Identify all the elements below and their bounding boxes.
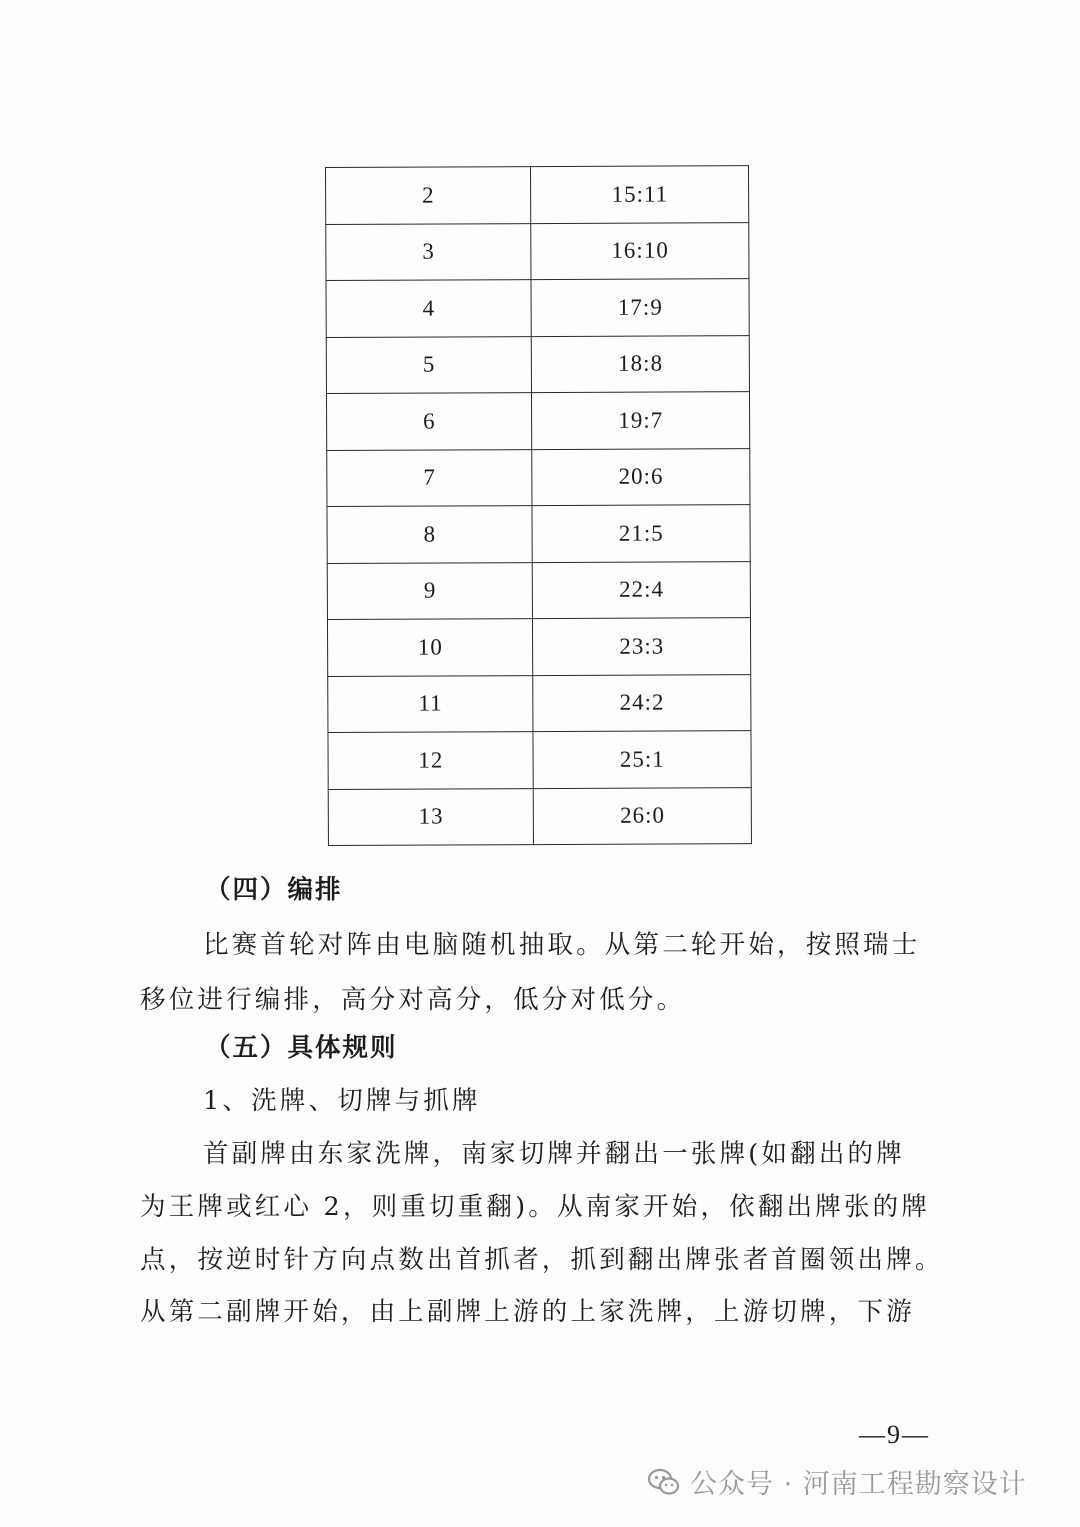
rank-cell: 13 (328, 788, 534, 845)
score-cell: 25:1 (533, 731, 751, 788)
table-row (327, 448, 750, 506)
score-cell: 17:9 (531, 279, 749, 336)
score-cell: 24:2 (533, 674, 751, 731)
rank-cell: 10 (327, 619, 533, 676)
rank-cell: 6 (326, 393, 532, 450)
score-cell: 20:6 (532, 448, 750, 505)
rank-cell: 3 (326, 223, 532, 280)
section5-line-3: 点，按逆时针方向点数出首抓者，抓到翻出牌张者首圈领出牌。 (140, 1245, 944, 1275)
score-cell: 26:0 (534, 787, 752, 844)
section4-heading: （四）编排 (205, 875, 343, 905)
table-row (328, 731, 751, 789)
section5-subheading: 1、洗牌、切牌与抓牌 (203, 1086, 481, 1116)
section5-heading: （五）具体规则 (205, 1033, 398, 1063)
score-table-body (326, 166, 752, 846)
rank-cell: 12 (328, 732, 534, 789)
section5-line-2: 为王牌或红心 2，则重切重翻)。从南家开始，依翻出牌张的牌 (140, 1192, 931, 1222)
rank-cell: 2 (326, 167, 532, 224)
page-number: —9— (859, 1420, 930, 1449)
rank-cell: 11 (328, 675, 534, 732)
table-row (326, 392, 749, 450)
wechat-icon (648, 1467, 680, 1497)
table-row (327, 618, 750, 676)
rank-cell: 5 (326, 336, 532, 393)
table-row (326, 335, 749, 393)
section4-line-1: 比赛首轮对阵由电脑随机抽取。从第二轮开始，按照瑞士 (203, 930, 921, 960)
table-row (326, 222, 749, 280)
rank-cell: 4 (326, 280, 532, 337)
score-table (325, 165, 752, 846)
watermark (648, 1462, 1027, 1501)
table-row (328, 674, 751, 732)
table-row (326, 279, 749, 337)
score-cell: 22:4 (533, 561, 751, 618)
table-row (327, 561, 750, 619)
table-row (326, 166, 749, 224)
score-cell: 19:7 (532, 392, 750, 449)
section4-line-2: 移位进行编排，高分对高分，低分对低分。 (140, 985, 686, 1015)
watermark-text: 公众号 · 河南工程勘察设计 (690, 1469, 1027, 1500)
rank-cell: 9 (327, 562, 533, 619)
score-cell: 21:5 (532, 505, 750, 562)
score-cell: 23:3 (533, 618, 751, 675)
score-cell: 15:11 (531, 166, 749, 223)
table-row (328, 787, 751, 845)
section5-line-1: 首副牌由东家洗牌，南家切牌并翻出一张牌(如翻出的牌 (203, 1139, 905, 1169)
score-cell: 16:10 (531, 222, 749, 279)
rank-cell: 7 (327, 449, 533, 506)
section5-line-4: 从第二副牌开始，由上副牌上游的上家洗牌，上游切牌，下游 (140, 1297, 915, 1327)
rank-cell: 8 (327, 506, 533, 563)
table-row (327, 505, 750, 563)
score-cell: 18:8 (532, 335, 750, 392)
